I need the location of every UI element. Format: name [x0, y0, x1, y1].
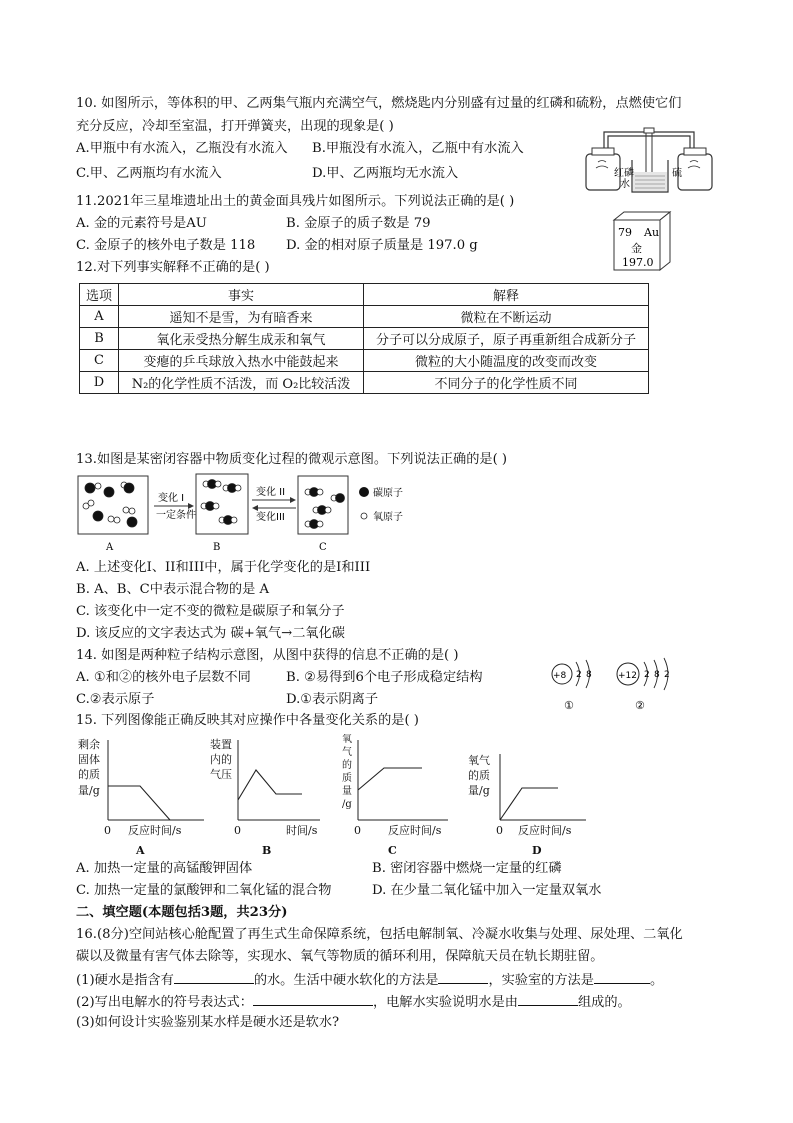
q11-element-card [612, 210, 672, 272]
graph-a-ylabel-4: 量/g [78, 784, 100, 797]
p2-shell-2: 8 [654, 670, 660, 680]
graph-a-ylabel-2: 固体 [78, 753, 100, 766]
p1-nucleus: +8 [553, 671, 567, 681]
table-row [80, 372, 649, 394]
label-change-1: 变化 I [158, 493, 185, 504]
card-symbol: Au [644, 226, 660, 239]
q10-stem-line1: 10. 如图所示，等体积的甲、乙两集气瓶内充满空气，燃烧匙内分别盛有过量的红磷和硫粉，点燃使它们 [76, 96, 682, 111]
row-explanation: 分子可以分成原子，原子再重新组合成新分子 [364, 328, 649, 350]
row-explanation: 微粒在不断运动 [364, 306, 649, 328]
p1-label: ① [564, 699, 574, 712]
p1-shell-1: 2 [576, 670, 582, 680]
q16-part1-c: ，实验室的方法是 [488, 973, 594, 988]
row-explanation: 微粒的大小随温度的改变而改变 [364, 350, 649, 372]
q14-option-c: C.②表示原子 [76, 692, 155, 707]
label-condition: 一定条件 [156, 510, 196, 521]
legend-oxygen: 氧原子 [373, 512, 403, 523]
answer-blank-5[interactable] [518, 993, 578, 1006]
graph-c-origin: 0 [354, 824, 361, 837]
graph-c-ylabel-3: 的 [342, 760, 352, 771]
q16-part1-d: 。 [649, 973, 664, 988]
legend-carbon: 碳原子 [373, 488, 403, 499]
graph-a-origin: 0 [104, 824, 111, 837]
q16-stem-line2: 碳以及微量有害气体去除等，实现水、氧气等物质的循环利用，保障航天员在轨长期驻留。 [76, 949, 604, 964]
label-change-2: 变化 II [256, 487, 286, 498]
row-fact: 变瘪的乒乓球放入热水中能鼓起来 [119, 350, 364, 372]
graph-a-xlabel: 反应时间/s [128, 824, 182, 837]
q11-option-a: A. 金的元素符号是AU [76, 216, 207, 231]
table-row [80, 350, 649, 372]
q15-option-c: C. 加热一定量的氯酸钾和二氧化锰的混合物 [76, 883, 332, 898]
graph-b-letter: B [262, 844, 272, 857]
graph-c-xlabel: 反应时间/s [388, 824, 442, 837]
q10-option-a: A.甲瓶中有水流入，乙瓶没有水流入 [76, 141, 288, 156]
q12-table [79, 283, 649, 394]
graph-d-ylabel-3: 量/g [468, 784, 490, 797]
header-explanation: 解释 [364, 284, 649, 306]
p2-shell-1: 2 [644, 670, 650, 680]
answer-blank-4[interactable] [253, 993, 373, 1006]
q14-stem: 14. 如图是两种粒子结构示意图，从图中获得的信息不正确的是( ) [76, 648, 459, 663]
q15-stem: 15. 下列图像能正确反映其对应操作中各量变化关系的是( ) [76, 713, 419, 728]
answer-blank-1[interactable] [174, 971, 254, 984]
q13-option-b: B. A、B、C中表示混合物的是 A [76, 582, 269, 597]
p2-nucleus: +12 [618, 671, 637, 681]
q15-option-d: D. 在少量二氧化锰中加入一定量双氧水 [372, 883, 602, 898]
graph-a-letter: A [136, 844, 145, 857]
graph-a-ylabel-3: 的质 [78, 768, 100, 781]
row-option: D [80, 372, 119, 394]
graph-d-origin: 0 [496, 824, 503, 837]
graph-a [78, 737, 204, 857]
q11-option-d: D. 金的相对原子质量是 197.0 g [286, 238, 478, 253]
row-option: A [80, 306, 119, 328]
label-sulfur: 硫 [672, 168, 682, 179]
q16-part2-c: 组成的。 [578, 995, 631, 1010]
q14-option-a: A. ①和②的核外电子层数不同 [76, 670, 251, 685]
graph-b-ylabel-3: 气压 [210, 768, 232, 781]
q10-option-c: C.甲、乙两瓶均有水流入 [76, 166, 222, 181]
graph-b-origin: 0 [234, 824, 241, 837]
graph-c-ylabel-2: 气 [342, 747, 352, 758]
q12-stem: 12.对下列事实解释不正确的是( ) [76, 260, 270, 275]
q10-apparatus-figure [580, 124, 718, 196]
p2-label: ② [635, 699, 645, 712]
p2-shell-3: 2 [664, 670, 670, 680]
row-explanation: 不同分子的化学性质不同 [364, 372, 649, 394]
graph-b [210, 737, 320, 857]
row-fact: N₂的化学性质不活泼，而 O₂比较活泼 [119, 372, 364, 394]
card-atomic-number: 79 [618, 226, 632, 239]
q16-part2-b: ，电解水实验说明水是由 [372, 995, 518, 1010]
graph-c-ylabel-1: 氧 [342, 734, 352, 745]
graph-d-ylabel-1: 氧气 [468, 754, 490, 767]
row-option: C [80, 350, 119, 372]
q10-stem-line2: 充分反应，冷却至室温，打开弹簧夹，出现的现象是( ) [76, 119, 394, 134]
row-fact: 遥知不是雪，为有暗香来 [119, 306, 364, 328]
graph-c-ylabel-6: /g [342, 799, 352, 810]
label-box-a: A [106, 542, 114, 553]
graph-d [468, 753, 586, 857]
graph-d-ylabel-2: 的质 [468, 769, 490, 782]
q15-graphs [76, 734, 596, 858]
graph-c-letter: C [388, 844, 397, 857]
q14-option-d: D.①表示阴离子 [286, 692, 379, 707]
graph-c-ylabel-5: 量 [342, 786, 352, 797]
q13-stem: 13.如图是某密闭容器中物质变化过程的微观示意图。下列说法正确的是( ) [76, 452, 508, 467]
q10-option-b: B.甲瓶没有水流入，乙瓶中有水流入 [312, 141, 524, 156]
q14-option-b: B. ②易得到6个电子形成稳定结构 [286, 670, 483, 685]
q13-microscopic-figure [76, 472, 416, 554]
graph-c [342, 734, 448, 857]
q11-stem: 11.2021年三星堆遗址出土的黄金面具残片如图所示。下列说法正确的是( ) [76, 194, 515, 209]
q16-part1-a: (1)硬水是指含有 [76, 973, 174, 988]
q16-part2-a: (2)写出电解水的符号表达式： [76, 995, 253, 1010]
table-row [80, 306, 649, 328]
section-heading: 二、填空题(本题包括3题，共23分) [76, 905, 288, 920]
label-red-phosphorus: 红磷 [614, 168, 634, 179]
row-option: B [80, 328, 119, 350]
p1-shell-2: 8 [586, 670, 592, 680]
q14-particle-diagrams [548, 656, 688, 716]
q13-option-a: A. 上述变化I、II和III中，属于化学变化的是I和III [76, 560, 371, 575]
q10-option-d: D.甲、乙两瓶均无水流入 [312, 166, 459, 181]
label-water: 水 [620, 179, 630, 190]
header-option: 选项 [80, 284, 119, 306]
graph-a-ylabel-1: 剩余 [78, 738, 100, 751]
graph-b-xlabel: 时间/s [286, 824, 318, 837]
card-mass: 197.0 [622, 256, 654, 269]
graph-b-ylabel-2: 内的 [210, 753, 232, 766]
label-box-c: C [319, 542, 327, 553]
q15-option-b: B. 密闭容器中燃烧一定量的红磷 [372, 861, 562, 876]
label-box-b: B [213, 542, 221, 553]
header-fact: 事实 [119, 284, 364, 306]
label-change-3: 变化III [256, 512, 285, 523]
graph-b-ylabel-1: 装置 [210, 738, 232, 751]
q16-part2 [76, 993, 631, 1011]
answer-blank-3[interactable] [594, 971, 650, 984]
graph-c-ylabel-4: 质 [342, 773, 352, 784]
graph-d-xlabel: 反应时间/s [518, 824, 572, 837]
q16-stem-line1: 16.(8分)空间站核心舱配置了再生式生命保障系统，包括电解制氧、冷凝水收集与处理、尿处理、二氧化 [76, 927, 683, 942]
q13-option-d: D. 该反应的文字表达式为 碳+氧气→二氧化碳 [76, 626, 345, 641]
q16-part3: (3)如何设计实验鉴别某水样是硬水还是软水? [76, 1015, 340, 1030]
q16-part1-b: 的水。生活中硬水软化的方法是 [253, 973, 439, 988]
row-fact: 氧化汞受热分解生成汞和氧气 [119, 328, 364, 350]
graph-d-letter: D [532, 844, 542, 857]
q15-option-a: A. 加热一定量的高锰酸钾固体 [76, 861, 253, 876]
table-row [80, 328, 649, 350]
q13-option-c: C. 该变化中一定不变的微粒是碳原子和氧分子 [76, 604, 345, 619]
table-header-row [80, 284, 649, 306]
q11-option-c: C. 金原子的核外电子数是 118 [76, 238, 256, 253]
card-name: 金 [631, 242, 642, 255]
q11-option-b: B. 金原子的质子数是 79 [286, 216, 431, 231]
answer-blank-2[interactable] [438, 971, 488, 984]
q16-part1 [76, 971, 663, 989]
